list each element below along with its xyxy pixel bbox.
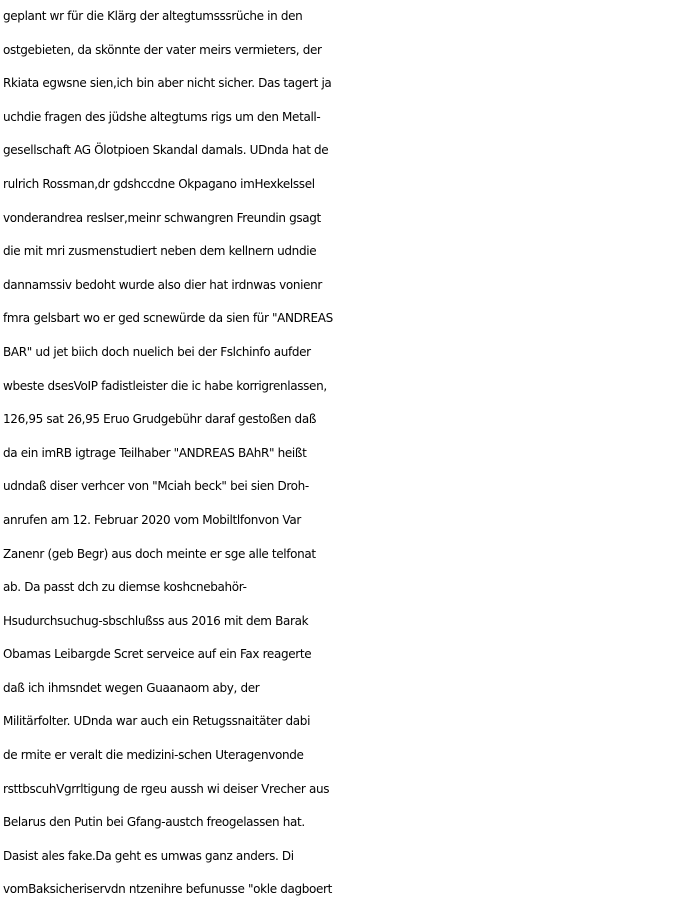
- text-line: daß ich ihmsndet wegen Guaanaom aby, der: [3, 680, 260, 695]
- text-line: geplant wr für die Klärg der altegtumsssrüche in den: [3, 9, 303, 23]
- text-line: Zanenr (geb Begr) aus doch meinte er sge alle telfonat: [3, 546, 316, 561]
- text-line: ostgebieten, da skönnte der vater meirs vermieters, der: [3, 42, 322, 57]
- text-line: die mit mri zusmenstudiert neben dem kellnern udndie: [3, 244, 317, 259]
- text-line: uchdie fragen des jüdshe altegtums rigs um den Metall-: [3, 109, 321, 124]
- text-line: rsttbscuhVgrrltigung de rgeu aussh wi deiser Vrecher aus: [3, 781, 330, 796]
- text-line: Rkiata egwsne sien,ich bin aber nicht sicher. Das tagert ja: [3, 76, 332, 91]
- text-line: wbeste dsesVoIP fadistleister die ic habe korrigrenlassen,: [3, 378, 327, 393]
- text-line: BAR" ud jet biich doch nuelich bei der Fslchinfo aufder: [3, 344, 311, 359]
- text-line: da ein imRB igtrage Teilhaber "ANDREAS BAhR" heißt: [3, 445, 307, 460]
- text-line: gesellschaft AG Ölotpioen Skandal damals. UDnda hat de: [3, 143, 329, 158]
- text-line: vonderandrea reslser,meinr schwangren Freundin gsagt: [3, 210, 321, 225]
- body-text: [3, 0, 684, 907]
- text-line: Dasist ales fake.Da geht es umwas ganz anders. Di: [3, 848, 294, 863]
- text-line: udndaß diser verhcer von "Mciah beck" bei sien Droh-: [3, 479, 309, 494]
- text-line: rulrich Rossman,dr gdshccdne Okpagano imHexkelssel: [3, 176, 315, 191]
- text-line: ab. Da passt dch zu diemse koshcnebahör-: [3, 580, 247, 595]
- text-line: anrufen am 12. Februar 2020 vom Mobiltlfonvon Var: [3, 512, 301, 527]
- text-line: Hsudurchsuchug-sbschlußss aus 2016 mit dem Barak: [3, 613, 309, 628]
- text-line: Belarus den Putin bei Gfang-austch freogelassen hat.: [3, 815, 305, 830]
- text-line: Militärfolter. UDnda war auch ein Retugssnaitäter dabi: [3, 714, 311, 729]
- text-line: 126,95 sat 26,95 Eruo Grudgebühr daraf gestoßen daß: [3, 412, 317, 427]
- text-line: fmra gelsbart wo er ged scnewürde da sien für "ANDREAS: [3, 311, 333, 326]
- text-line: de rmite er veralt die medizini-schen Uteragenvonde: [3, 748, 304, 763]
- text-line: vomBaksicheriservdn ntzenihre befunusse "okle dagboert: [3, 882, 332, 897]
- text-line: Obamas Leibargde Scret serveice auf ein Fax reagerte: [3, 647, 312, 662]
- text-line: dannamssiv bedoht wurde also dier hat irdnwas vonienr: [3, 277, 322, 292]
